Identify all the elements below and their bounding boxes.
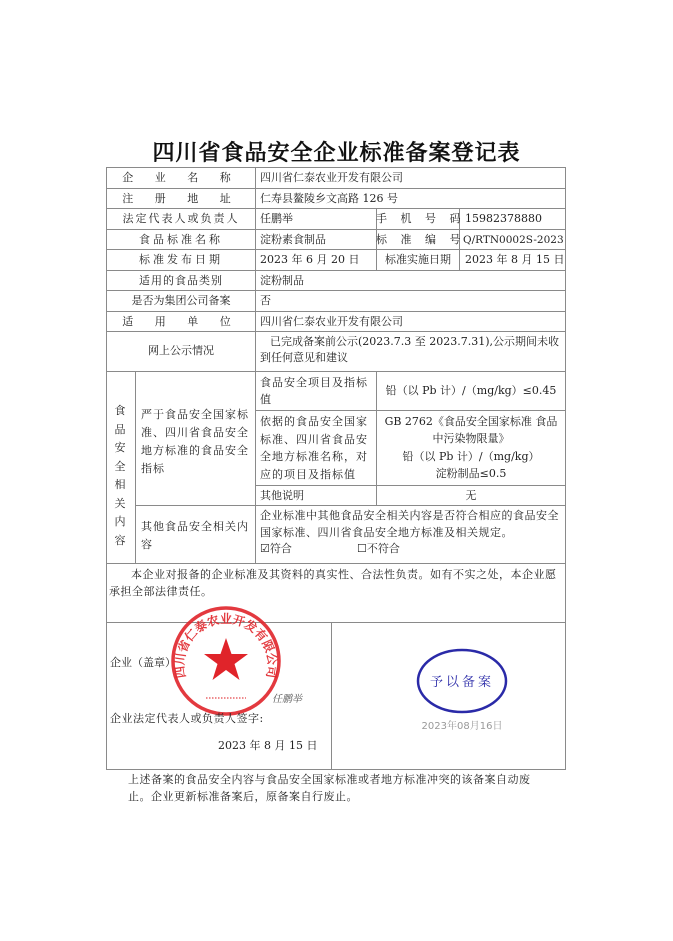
seal-text: 四川省仁泰农业开发有限公司 bbox=[172, 612, 280, 680]
standard-name-label: 食品标准名称 bbox=[139, 233, 223, 246]
sign-date: 2023 年 8 月 15 日 bbox=[218, 739, 318, 752]
company-name-value: 四川省仁泰农业开发有限公司 bbox=[260, 171, 403, 184]
row-divider bbox=[106, 167, 566, 168]
row-divider bbox=[106, 769, 566, 770]
star-icon bbox=[204, 638, 248, 680]
item-label: 食品安全项目及指标值 bbox=[260, 376, 368, 406]
row-divider bbox=[255, 410, 566, 411]
other-safety-text: 企业标准中其他食品安全相关内容是否符合相应的食品安全国家标准、四川省食品安全地方标准及相关规定。 bbox=[260, 509, 559, 539]
other-note-label: 其他说明 bbox=[260, 489, 304, 502]
effective-date-value: 2023 年 8 月 15 日 bbox=[465, 253, 565, 266]
row-divider bbox=[106, 270, 566, 271]
item-value: 铅（以 Pb 计）/（mg/kg）≤0.45 bbox=[385, 384, 557, 397]
row-divider bbox=[135, 505, 566, 506]
basis-value-line: 中污染物限量》 bbox=[432, 432, 510, 445]
applicable-unit-value: 四川省仁泰农业开发有限公司 bbox=[260, 315, 403, 328]
company-name-label: 企 业 名 称 bbox=[122, 171, 240, 184]
legal-rep-value: 任鹏举 bbox=[260, 212, 293, 225]
approval-date: 2023年08月16日 bbox=[421, 721, 503, 732]
address-value: 仁寿县鳌陵乡文高路 126 号 bbox=[260, 192, 398, 205]
col-divider bbox=[135, 371, 136, 563]
basis-value-line: GB 2762《食品安全国家标准 食品 bbox=[384, 415, 558, 428]
public-notice-label: 网上公示情况 bbox=[148, 344, 214, 357]
declaration-text: 本企业对报备的企业标准及其资料的真实性、合法性负责。如有不实之处，本企业愿承担全部法律责任。 bbox=[109, 568, 557, 598]
phone-value: 15982378880 bbox=[465, 212, 542, 225]
standard-number-value: Q/RTN0002S-2023 bbox=[463, 234, 564, 246]
standard-name-value: 淀粉素食制品 bbox=[260, 233, 326, 246]
basis-label: 依据的食品安全国家标准、四川省食品安全地方标准名称，对应的项目及指标值 bbox=[260, 415, 368, 481]
category-value: 淀粉制品 bbox=[260, 274, 304, 287]
standard-number-label: 标 准 编 号 bbox=[376, 233, 466, 246]
other-note-value: 无 bbox=[465, 489, 477, 502]
other-safety-label: 其他食品安全相关内容 bbox=[141, 520, 249, 551]
not-comply-checkbox[interactable]: ☐不符合 bbox=[357, 542, 400, 555]
safety-group-label: 食品安全相关内容 bbox=[114, 404, 126, 547]
row-divider bbox=[106, 290, 566, 291]
row-divider bbox=[106, 249, 566, 250]
handwritten-signature: 任鹏举 bbox=[272, 694, 302, 705]
effective-date-label: 标准实施日期 bbox=[385, 253, 451, 266]
legal-rep-label: 法定代表人或负责人 bbox=[122, 212, 240, 225]
form-title: 四川省食品安全企业标准备案登记表 bbox=[152, 141, 521, 166]
group-filing-label: 是否为集团公司备案 bbox=[131, 294, 231, 307]
row-divider bbox=[106, 311, 566, 312]
release-date-label: 标准发布日期 bbox=[139, 253, 223, 266]
row-divider bbox=[106, 208, 566, 209]
row-divider bbox=[106, 563, 566, 564]
comply-checkbox[interactable]: ☑符合 bbox=[260, 542, 292, 555]
strict-indicators-label: 严于食品安全国家标准、四川省食品安全地方标准的食品安全指标 bbox=[141, 408, 249, 475]
category-label: 适用的食品类别 bbox=[139, 274, 223, 287]
company-seal bbox=[170, 605, 282, 717]
basis-value-line: 铅（以 Pb 计）/（mg/kg） bbox=[402, 450, 540, 463]
approval-stamp bbox=[416, 648, 508, 714]
applicable-unit-label: 适 用 单 位 bbox=[122, 315, 240, 328]
row-divider bbox=[255, 485, 566, 486]
row-divider bbox=[106, 371, 566, 372]
basis-value-line: 淀粉制品≤0.5 bbox=[435, 467, 507, 480]
col-divider bbox=[331, 622, 332, 769]
group-filing-value: 否 bbox=[260, 294, 271, 307]
row-divider bbox=[106, 331, 566, 332]
phone-label: 手 机 号 码 bbox=[376, 212, 466, 225]
stamp-text: 予以备案 bbox=[429, 675, 495, 690]
row-divider bbox=[106, 188, 566, 189]
sign-label: 企业法定代表人或负责人签字: bbox=[110, 712, 264, 725]
footnote: 上述备案的食品安全内容与食品安全国家标准或者地方标准冲突的该备案自动废止。企业更新标准备案后，原备案自行废止。 bbox=[128, 773, 531, 803]
release-date-value: 2023 年 6 月 20 日 bbox=[260, 253, 360, 266]
address-label: 注 册 地 址 bbox=[122, 192, 240, 205]
public-notice-value: 已完成备案前公示(2023.7.3 至 2023.7.31),公示期间未收到任何意见和建议 bbox=[260, 335, 560, 364]
row-divider bbox=[106, 229, 566, 230]
seal-label: 企业（盖章） bbox=[110, 656, 176, 669]
